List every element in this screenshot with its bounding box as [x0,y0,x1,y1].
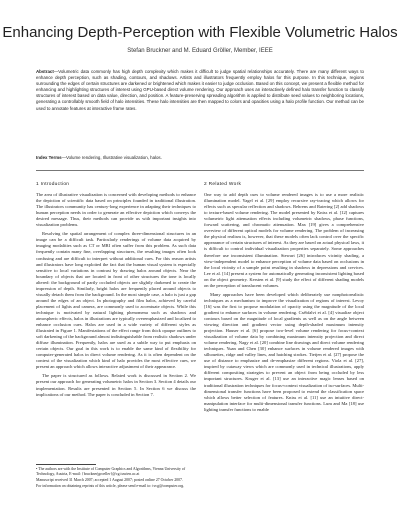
footnotes [36,467,196,490]
footnote-affiliation: • The authors are with the Institute of Computer Graphics and Algorithms, Vienna University of Technology, Austria, E-mail: {bruckner|groeller}@cg.tuwien.ac.at [36,467,186,476]
footnote-dates: Manuscript received 31 March 2007; accepted 1 August 2007; posted online 27 October 2007. [36,478,183,482]
related-heading: 2 Related Work [204,182,242,187]
related-paragraph-2: Many approaches have been developed which deliberately use nonphotorealistic techniques as a mechanism to improve the visualization of regions of interest. Levoy [16] was the first to propose modulation of opacity using the magnitude of the local gradient to enhance surfaces in volume rendering. Csébfalvi et al. [4] visualize object contours based on the magnitude of local gradients as well as on the angle between viewing direction and gradient vector using depth-shaded maximum intensity projection. Hauser et al. [6] propose two-level volume rendering for focus+context visualization of volume data by combining maximum intensity projection and direct volume rendering. Nagy et al. [20] combine line drawings and direct volume rendering techniques. Yuan and Chen [30] enhance surfaces in volume rendered images with silhouettes, ridge and valley lines, and hatching strokes. Tietjen et al. [27] propose the use of distance to emphasize and de-emphasize different regions. Viola et al. [27], inspired by cutaway views which are commonly used in technical illustrations, apply different compositing strategies to prevent an object from being occluded by less important structures. Kruger et al. [13] use an interactive magic lenses based on traditional illustration techniques for focus+context visualization of iso-surfaces. Multi-dimensional transfer functions have been proposed to extend the classification space which allows better selection of features. Kniss et al. [11] use an intuitive direct-manipulation interface for multi-dimensional transfer functions. Lum and Ma [18] use lighting transfer functions to enable [204,291,364,412]
index-terms [36,155,364,160]
intro-paragraph-3: The paper is structured as follows. Related work is discussed in Section 2. We present our approach for generating volumetric halos in Section 3. Section 4 details our implementation. Results are presented in Section 5. In Section 6 we discuss the implications of our method. The paper is concluded in Section 7. [36,373,196,397]
header-divider [36,170,364,171]
left-column [36,182,196,401]
abstract-label: Abstract [36,69,54,74]
intro-paragraph-2: Resolving the spatial arrangement of complex three-dimensional structures in an image can be a difficult task. Particularly renderings of volume data acquired by imaging modalities such as CT or MRI often suffer from this problem. As such data frequently contain many fine, overlapping structures, the resulting images often look confusing and are difficult to interpret without additional cues. For this reason artists and illustrators have long exploited the fact that the human visual system is especially sensitive to local variations in contrast by drawing halos around objects. Near the boundary of objects that are located in front of other structures the tone is locally altered: the background of partly occluded objects are slightly darkened to create the impression of depth. Similarly, bright halos are frequently placed around objects to visually detach them from the background. In the most simple case, a halo is just a gap around the edges of an object. In photography and film halos, achieved by careful placement of lights and camera, are commonly used to accentuate objects. While this technique is motivated by natural lighting phenomena such as shadows and atmospheric effects, halos in illustrations are typically overemphasized and localized to enhance occlusion cues. Halos are used in a wide variety of different styles as illustrated in Figure 1. Manifestations of the effect range from thick opaque outlines to soft darkening of the background almost indistinguishable from realistic shadows under diffuse illumination. Frequently, halos are used as a subtle way to put emphasis on certain objects. Our goal in this work is to enable the same kind of flexibility for computer-generated halos in direct volume rendering. As it is often dependent on the context of the visualization which kind of halo provides the most effective cues, we present an approach which allows interactive adjustment of their appearance. [36,231,196,370]
footnote-affiliation-text: The authors are with the Institute of Computer Graphics and Algorithms, Vienna University of Technology, Austria, E-mail: {bruckner|groeller}@cg.tuwien.ac.at [36,467,186,476]
paper-title: Enhancing Depth-Perception with Flexible Volumetric Halos [2,24,398,41]
footnote-divider [36,464,96,465]
abstract-text: —Volumetric data commonly has high depth complexity which makes it difficult to judge spatial relationships accurately. There are many different ways to enhance depth perception, such as shading, contours, and shadows. Artists and illustrators frequently employ halos for this purpose. In this technique, regions surrounding the edges of certain structures are darkened or brightened which makes it easier to judge occlusion. Based on this concept, we present a flexible method for enhancing and highlighting structures of interest using GPU-based direct volume rendering. Our approach uses an interactively defined halo transfer function to classify structures of interest based on data value, direction, and position. A feature-preserving spreading algorithm is applied to distribute seed values to neighboring locations, generating a controllably smooth field of halo intensities. These halo intensities are then mapped to colors and opacities using a halo profile function. Our method can be used to annotate features at interactive frame rates. [36,69,364,111]
intro-paragraph-1: The area of illustrative visualization is concerned with developing methods to enhance the depiction of scientific data based on principles founded in traditional illustration. The illustrators community has century-long experience in adapting their techniques to human perception needs in order to generate an effective depiction which conveys the desired message. Thus, their methods can provide us with important insights into visualization problems. [36,192,196,228]
abstract [36,69,364,112]
right-column [204,182,364,416]
index-terms-text: —Volume rendering, Illustrative visualization, halos. [61,155,162,160]
footnote-reprints: For information on obtaining reprints of this article, please send e-mail to: tvcg@computer.org. [36,484,185,488]
author-line: Stefan Bruckner and M. Eduard Gröller, Member, IEEE [127,48,273,54]
intro-heading: 1 Introduction [36,182,70,187]
index-terms-label: Index Terms [36,155,62,160]
related-paragraph-1: One way to add depth cues to volume rendered images is to use a more realistic illumination model. Yagel et al. [29] employ recursive ray-tracing which allows for effects such as specular reflection and shadows. Behrens and Ratering [2] add shadows to texture-based volume rendering. The model presented by Kniss et al. [12] captures volumetric light attenuation effects including volumetric shadows, phase functions, forward scattering, and chromatic attenuation. Max [19] gives a comprehensive overview of different optical models for volume rendering. The problem of increasing the physical realism is, however, that these models often lack control over the specific appearance of certain structures of interest. As they are based on actual physical laws, it is difficult to control individual visualization properties separately. Some approaches therefore use inconsistent illumination. Stewart [26] introduces vicinity shading, a view-independent model to enhance perception of volume data based on occlusions in the local vicinity of a sample point resulting in shadows in depressions and crevices. Lee et al. [14] present a system for automatically generating inconsistent lighting based on the object geometry. Kersten et al. [9] study the effect of different shading models on the perception of translucent volumes. [204,192,364,288]
